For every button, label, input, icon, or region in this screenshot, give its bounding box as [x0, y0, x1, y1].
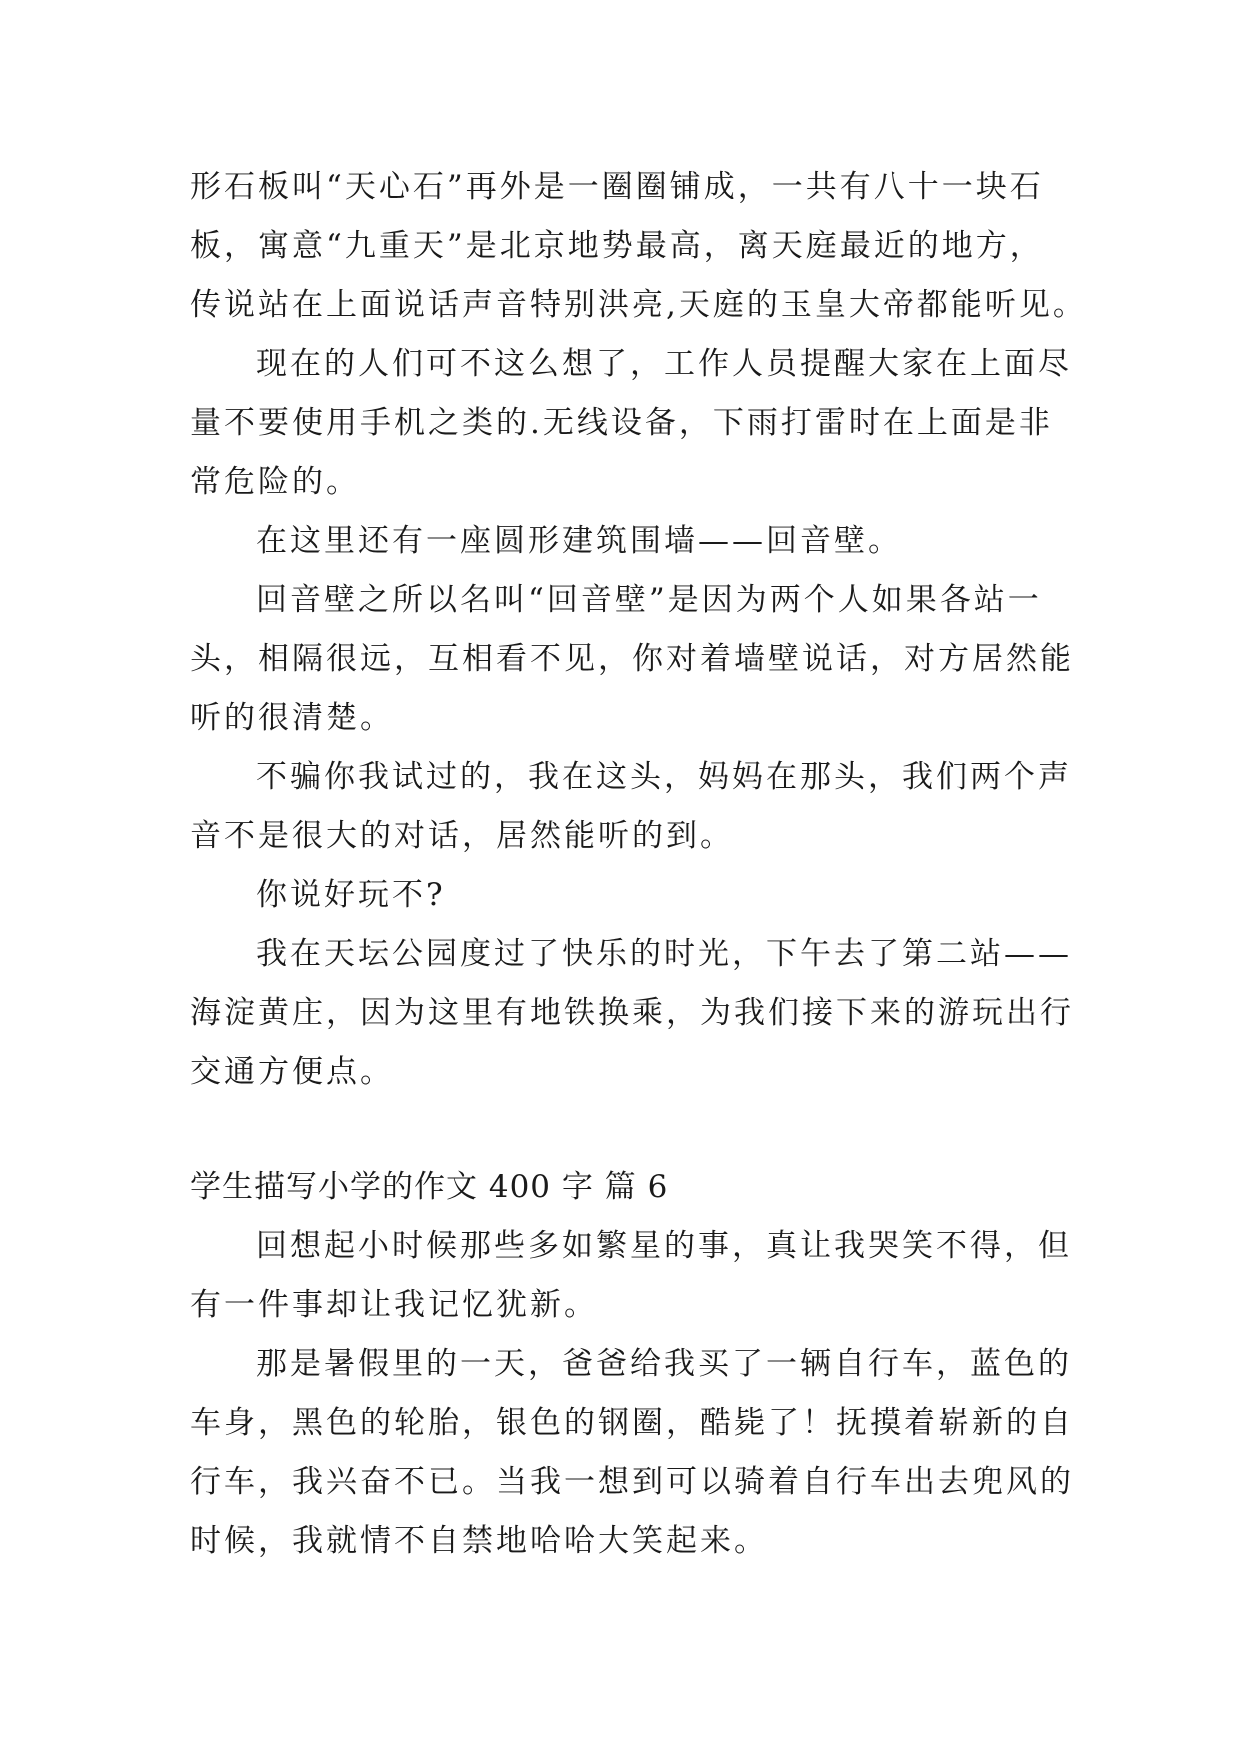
text-line: 车身，黑色的轮胎，银色的钢圈，酷毙了！抚摸着崭新的自 — [190, 1405, 1074, 1441]
text-line: 头，相隔很远，互相看不见，你对着墙壁说话，对方居然能 — [190, 641, 1074, 677]
paragraph-start-line: 在这里还有一座圆形建筑围墙——回音壁。 — [256, 523, 902, 559]
text-line: 海淀黄庄，因为这里有地铁换乘，为我们接下来的游玩出行 — [190, 995, 1074, 1031]
text-line: 时候，我就情不自禁地哈哈大笑起来。 — [190, 1523, 768, 1559]
section-heading: 学生描写小学的作文 400 字 篇 6 — [190, 1169, 669, 1205]
essay-body — [190, 158, 1087, 1571]
text-line: 音不是很大的对话，居然能听的到。 — [190, 818, 734, 854]
text-line: 有一件事却让我记忆犹新。 — [190, 1287, 598, 1323]
paragraph-start-line: 现在的人们可不这么想了，工作人员提醒大家在上面尽 — [256, 346, 1072, 382]
text-line: 交通方便点。 — [190, 1054, 394, 1090]
paragraph-start-line: 不骗你我试过的，我在这头，妈妈在那头，我们两个声 — [256, 759, 1072, 795]
paragraph-start-line: 你说好玩不? — [256, 877, 446, 913]
text-line: 量不要使用手机之类的.无线设备，下雨打雷时在上面是非 — [190, 405, 1053, 441]
paragraph-start-line: 回想起小时候那些多如繁星的事，真让我哭笑不得，但 — [256, 1228, 1072, 1264]
paragraph-start-line: 回音壁之所以名叫“回音壁”是因为两个人如果各站一 — [256, 582, 1042, 618]
text-line: 听的很清楚。 — [190, 700, 394, 736]
text-line: 形石板叫“天心石”再外是一圈圈铺成，一共有八十一块石 — [190, 169, 1044, 205]
paragraph-start-line: 我在天坛公园度过了快乐的时光，下午去了第二站—— — [256, 936, 1072, 972]
text-line: 常危险的。 — [190, 464, 360, 500]
text-line: 行车，我兴奋不已。当我一想到可以骑着自行车出去兜风的 — [190, 1464, 1074, 1500]
paragraph-start-line: 那是暑假里的一天，爸爸给我买了一辆自行车，蓝色的 — [256, 1346, 1072, 1382]
text-line: 板，寓意“九重天”是北京地势最高，离天庭最近的地方， — [190, 228, 1044, 264]
text-line: 传说站在上面说话声音特别洪亮,天庭的玉皇大帝都能听见。 — [190, 287, 1087, 323]
